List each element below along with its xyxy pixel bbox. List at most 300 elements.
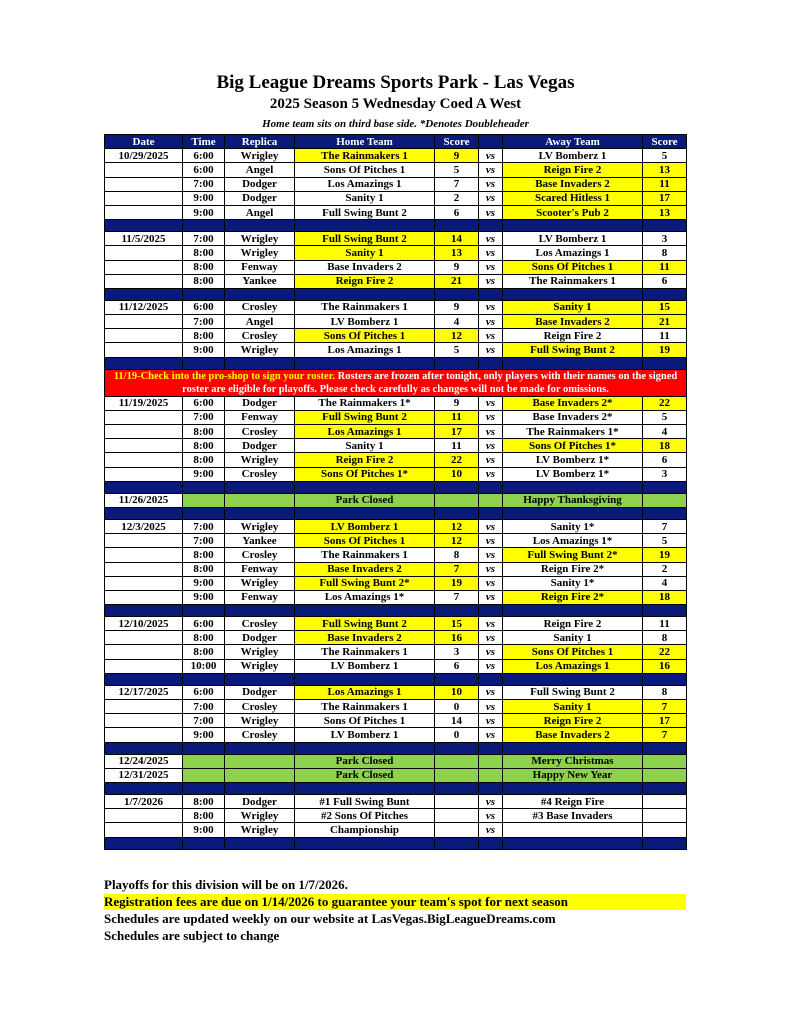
home-score-cell	[435, 754, 479, 768]
header-away-team: Away Team	[503, 135, 643, 149]
home-team-cell: Sons Of Pitches 1	[295, 714, 435, 728]
home-team-cell: #1 Full Swing Bunt	[295, 794, 435, 808]
vs-cell: vs	[479, 631, 503, 645]
replica-cell: Wrigley	[225, 659, 295, 673]
away-team-cell: #3 Base Invaders	[503, 809, 643, 823]
replica-cell: Crosley	[225, 700, 295, 714]
table-row	[105, 163, 687, 177]
date-cell	[105, 659, 183, 673]
date-cell	[105, 274, 183, 288]
separator-cell	[225, 507, 295, 519]
table-row	[105, 617, 687, 631]
away-score-cell: 22	[643, 396, 687, 410]
replica-cell: Crosley	[225, 728, 295, 742]
replica-cell: Wrigley	[225, 246, 295, 260]
home-score-cell	[435, 823, 479, 837]
table-row	[105, 685, 687, 699]
separator-cell	[105, 507, 183, 519]
separator-cell	[295, 481, 435, 493]
separator-cell	[225, 837, 295, 849]
away-team-cell: Reign Fire 2*	[503, 562, 643, 576]
separator-row	[105, 481, 687, 493]
separator-cell	[479, 507, 503, 519]
replica-cell: Wrigley	[225, 343, 295, 357]
separator-cell	[105, 357, 183, 369]
table-row	[105, 809, 687, 823]
separator-row	[105, 742, 687, 754]
home-team-cell: Sons Of Pitches 1	[295, 329, 435, 343]
vs-cell: vs	[479, 410, 503, 424]
away-team-cell: Sanity 1*	[503, 519, 643, 533]
date-cell: 1/7/2026	[105, 794, 183, 808]
separator-cell	[183, 357, 225, 369]
away-team-cell: #4 Reign Fire	[503, 794, 643, 808]
home-team-cell: Sons Of Pitches 1	[295, 163, 435, 177]
home-score-cell: 14	[435, 232, 479, 246]
home-score-cell: 7	[435, 177, 479, 191]
separator-cell	[225, 605, 295, 617]
replica-cell: Dodger	[225, 631, 295, 645]
separator-cell	[295, 837, 435, 849]
time-cell: 7:00	[183, 534, 225, 548]
away-score-cell: 3	[643, 232, 687, 246]
home-team-cell: Championship	[295, 823, 435, 837]
vs-cell: vs	[479, 685, 503, 699]
separator-cell	[479, 481, 503, 493]
time-cell: 8:00	[183, 260, 225, 274]
away-team-cell: Reign Fire 2	[503, 617, 643, 631]
home-score-cell: 12	[435, 329, 479, 343]
date-cell	[105, 439, 183, 453]
separator-cell	[503, 481, 643, 493]
time-cell	[183, 493, 225, 507]
separator-cell	[643, 220, 687, 232]
away-score-cell: 19	[643, 343, 687, 357]
separator-cell	[105, 837, 183, 849]
date-cell	[105, 260, 183, 274]
separator-cell	[643, 605, 687, 617]
separator-cell	[503, 782, 643, 794]
home-score-cell: 21	[435, 274, 479, 288]
replica-cell: Wrigley	[225, 149, 295, 163]
away-score-cell: 4	[643, 576, 687, 590]
away-score-cell: 5	[643, 149, 687, 163]
date-cell	[105, 714, 183, 728]
separator-cell	[295, 357, 435, 369]
separator-cell	[225, 782, 295, 794]
replica-cell: Dodger	[225, 439, 295, 453]
vs-cell: vs	[479, 246, 503, 260]
away-score-cell: 8	[643, 246, 687, 260]
time-cell: 8:00	[183, 439, 225, 453]
time-cell	[183, 768, 225, 782]
table-row	[105, 631, 687, 645]
away-team-cell: LV Bomberz 1*	[503, 453, 643, 467]
time-cell: 8:00	[183, 246, 225, 260]
home-score-cell: 14	[435, 714, 479, 728]
date-cell	[105, 823, 183, 837]
date-cell	[105, 410, 183, 424]
separator-cell	[643, 357, 687, 369]
table-row	[105, 714, 687, 728]
away-team-cell: Happy Thanksgiving	[503, 493, 643, 507]
home-score-cell	[435, 794, 479, 808]
away-score-cell: 7	[643, 519, 687, 533]
home-team-cell: Sons Of Pitches 1*	[295, 467, 435, 481]
vs-cell: vs	[479, 274, 503, 288]
table-row	[105, 300, 687, 314]
vs-cell: vs	[479, 659, 503, 673]
away-team-cell: Reign Fire 2*	[503, 590, 643, 604]
date-cell	[105, 534, 183, 548]
separator-cell	[435, 837, 479, 849]
time-cell: 8:00	[183, 548, 225, 562]
time-cell: 8:00	[183, 645, 225, 659]
home-team-cell: The Rainmakers 1	[295, 548, 435, 562]
time-cell: 9:00	[183, 576, 225, 590]
date-cell	[105, 343, 183, 357]
table-row	[105, 274, 687, 288]
roster-notice-highlight: 11/19-Check into the pro-shop to sign your roster.	[113, 370, 336, 382]
date-cell	[105, 191, 183, 205]
roster-notice	[105, 369, 687, 396]
vs-cell: vs	[479, 260, 503, 274]
home-score-cell	[435, 768, 479, 782]
home-score-cell	[435, 809, 479, 823]
header-vs	[479, 135, 503, 149]
separator-cell	[435, 481, 479, 493]
date-cell	[105, 329, 183, 343]
away-score-cell: 13	[643, 205, 687, 219]
home-team-cell: Reign Fire 2	[295, 453, 435, 467]
separator-cell	[295, 742, 435, 754]
replica-cell: Angel	[225, 163, 295, 177]
separator-cell	[105, 288, 183, 300]
schedule-body	[105, 149, 687, 849]
home-score-cell: 0	[435, 700, 479, 714]
time-cell: 6:00	[183, 617, 225, 631]
home-score-cell: 12	[435, 519, 479, 533]
away-team-cell: LV Bomberz 1*	[503, 467, 643, 481]
table-row	[105, 177, 687, 191]
time-cell: 6:00	[183, 163, 225, 177]
time-cell: 7:00	[183, 519, 225, 533]
away-team-cell: Happy New Year	[503, 768, 643, 782]
home-team-cell: Sanity 1	[295, 439, 435, 453]
date-cell: 12/31/2025	[105, 768, 183, 782]
away-score-cell: 22	[643, 645, 687, 659]
home-score-cell	[435, 493, 479, 507]
footer-website: Schedules are updated weekly on our website at LasVegas.BigLeagueDreams.com	[104, 911, 556, 926]
date-cell	[105, 453, 183, 467]
separator-row	[105, 673, 687, 685]
time-cell: 7:00	[183, 177, 225, 191]
separator-row	[105, 288, 687, 300]
separator-cell	[183, 782, 225, 794]
date-cell	[105, 315, 183, 329]
table-row	[105, 562, 687, 576]
separator-cell	[479, 220, 503, 232]
separator-cell	[479, 782, 503, 794]
away-score-cell: 7	[643, 728, 687, 742]
away-score-cell	[643, 493, 687, 507]
table-row	[105, 315, 687, 329]
away-team-cell: Merry Christmas	[503, 754, 643, 768]
vs-cell: vs	[479, 700, 503, 714]
table-row	[105, 645, 687, 659]
replica-cell: Angel	[225, 315, 295, 329]
time-cell: 9:00	[183, 205, 225, 219]
away-team-cell: Sanity 1	[503, 300, 643, 314]
home-score-cell: 0	[435, 728, 479, 742]
page-title: Big League Dreams Sports Park - Las Vegas	[216, 72, 575, 93]
away-score-cell: 17	[643, 714, 687, 728]
date-cell: 10/29/2025	[105, 149, 183, 163]
replica-cell	[225, 754, 295, 768]
time-cell: 8:00	[183, 329, 225, 343]
separator-cell	[105, 481, 183, 493]
time-cell: 8:00	[183, 562, 225, 576]
table-row	[105, 548, 687, 562]
home-team-cell: Full Swing Bunt 2	[295, 617, 435, 631]
separator-cell	[435, 605, 479, 617]
date-cell	[105, 562, 183, 576]
separator-cell	[503, 837, 643, 849]
separator-cell	[643, 481, 687, 493]
away-score-cell: 21	[643, 315, 687, 329]
date-cell: 12/3/2025	[105, 519, 183, 533]
table-row	[105, 467, 687, 481]
away-score-cell: 11	[643, 329, 687, 343]
date-cell	[105, 205, 183, 219]
replica-cell: Wrigley	[225, 809, 295, 823]
date-cell	[105, 163, 183, 177]
closed-row	[105, 493, 687, 507]
date-cell	[105, 576, 183, 590]
away-team-cell: Full Swing Bunt 2*	[503, 548, 643, 562]
away-score-cell	[643, 768, 687, 782]
away-score-cell: 6	[643, 453, 687, 467]
home-score-cell: 5	[435, 343, 479, 357]
separator-cell	[503, 605, 643, 617]
separator-cell	[225, 481, 295, 493]
away-score-cell: 7	[643, 700, 687, 714]
away-team-cell: Reign Fire 2	[503, 163, 643, 177]
time-cell: 8:00	[183, 631, 225, 645]
away-score-cell: 5	[643, 410, 687, 424]
home-team-cell: Full Swing Bunt 2	[295, 410, 435, 424]
separator-cell	[183, 507, 225, 519]
page-subtitle: 2025 Season 5 Wednesday Coed A West	[269, 96, 522, 112]
home-team-cell: Sons Of Pitches 1	[295, 534, 435, 548]
separator-cell	[435, 782, 479, 794]
table-header-row	[105, 135, 687, 149]
date-cell: 12/10/2025	[105, 617, 183, 631]
date-cell	[105, 590, 183, 604]
home-score-cell: 16	[435, 631, 479, 645]
home-score-cell: 3	[435, 645, 479, 659]
separator-cell	[479, 288, 503, 300]
home-score-cell: 10	[435, 685, 479, 699]
away-team-cell: LV Bomberz 1	[503, 149, 643, 163]
separator-cell	[225, 357, 295, 369]
away-score-cell: 3	[643, 467, 687, 481]
home-score-cell: 7	[435, 562, 479, 576]
vs-cell: vs	[479, 396, 503, 410]
replica-cell: Fenway	[225, 590, 295, 604]
table-row	[105, 439, 687, 453]
time-cell: 6:00	[183, 300, 225, 314]
table-row	[105, 232, 687, 246]
separator-cell	[479, 605, 503, 617]
home-team-cell: Park Closed	[295, 754, 435, 768]
away-team-cell: Sons Of Pitches 1*	[503, 439, 643, 453]
table-row	[105, 659, 687, 673]
vs-cell	[479, 754, 503, 768]
away-score-cell: 18	[643, 590, 687, 604]
away-team-cell: Full Swing Bunt 2	[503, 343, 643, 357]
replica-cell	[225, 493, 295, 507]
home-score-cell: 9	[435, 300, 479, 314]
separator-cell	[503, 220, 643, 232]
vs-cell: vs	[479, 205, 503, 219]
home-team-cell: The Rainmakers 1	[295, 700, 435, 714]
vs-cell: vs	[479, 534, 503, 548]
away-score-cell: 6	[643, 274, 687, 288]
time-cell: 7:00	[183, 232, 225, 246]
home-team-cell: Park Closed	[295, 493, 435, 507]
separator-cell	[479, 673, 503, 685]
table-row	[105, 576, 687, 590]
away-team-cell: Full Swing Bunt 2	[503, 685, 643, 699]
date-cell: 12/17/2025	[105, 685, 183, 699]
separator-cell	[435, 357, 479, 369]
away-score-cell: 18	[643, 439, 687, 453]
separator-cell	[479, 742, 503, 754]
separator-cell	[479, 357, 503, 369]
home-team-cell: The Rainmakers 1	[295, 645, 435, 659]
home-score-cell: 17	[435, 425, 479, 439]
separator-row	[105, 357, 687, 369]
separator-cell	[183, 673, 225, 685]
away-team-cell: Scared Hitless 1	[503, 191, 643, 205]
replica-cell: Crosley	[225, 548, 295, 562]
roster-notice-text: Rosters are frozen after tonight, only players with their names on the signed roster are eligible for playoffs. Please check carefully as changes will not be made for omissions.	[182, 370, 678, 395]
replica-cell: Fenway	[225, 562, 295, 576]
separator-row	[105, 837, 687, 849]
time-cell: 9:00	[183, 590, 225, 604]
replica-cell: Yankee	[225, 534, 295, 548]
header-home-team: Home Team	[295, 135, 435, 149]
time-cell: 9:00	[183, 823, 225, 837]
vs-cell: vs	[479, 714, 503, 728]
home-team-cell: LV Bomberz 1	[295, 659, 435, 673]
away-score-cell: 16	[643, 659, 687, 673]
away-team-cell: Reign Fire 2	[503, 714, 643, 728]
vs-cell: vs	[479, 562, 503, 576]
table-row	[105, 149, 687, 163]
separator-cell	[295, 220, 435, 232]
away-score-cell: 2	[643, 562, 687, 576]
date-cell	[105, 809, 183, 823]
separator-cell	[503, 288, 643, 300]
away-team-cell: Los Amazings 1	[503, 246, 643, 260]
footer-registration: Registration fees are due on 1/14/2026 to guarantee your team's spot for next season	[104, 894, 686, 910]
home-score-cell: 9	[435, 149, 479, 163]
table-row	[105, 534, 687, 548]
date-cell	[105, 467, 183, 481]
table-row	[105, 205, 687, 219]
separator-cell	[643, 673, 687, 685]
time-cell: 6:00	[183, 149, 225, 163]
time-cell: 9:00	[183, 191, 225, 205]
home-team-cell: Los Amazings 1*	[295, 590, 435, 604]
home-team-cell: LV Bomberz 1	[295, 519, 435, 533]
table-row	[105, 260, 687, 274]
replica-cell: Wrigley	[225, 453, 295, 467]
home-team-cell: Full Swing Bunt 2	[295, 205, 435, 219]
time-cell: 9:00	[183, 343, 225, 357]
separator-cell	[643, 288, 687, 300]
home-score-cell: 13	[435, 246, 479, 260]
date-cell: 11/12/2025	[105, 300, 183, 314]
separator-row	[105, 605, 687, 617]
table-row	[105, 343, 687, 357]
replica-cell: Wrigley	[225, 645, 295, 659]
separator-cell	[295, 507, 435, 519]
home-team-cell: The Rainmakers 1	[295, 300, 435, 314]
home-team-cell: Sanity 1	[295, 191, 435, 205]
replica-cell: Wrigley	[225, 714, 295, 728]
header-home-score: Score	[435, 135, 479, 149]
replica-cell: Fenway	[225, 260, 295, 274]
separator-cell	[503, 357, 643, 369]
notice-row	[105, 369, 687, 396]
separator-cell	[435, 288, 479, 300]
time-cell: 8:00	[183, 274, 225, 288]
separator-cell	[183, 605, 225, 617]
home-score-cell: 15	[435, 617, 479, 631]
footer-playoffs: Playoffs for this division will be on 1/7/2026.	[104, 877, 348, 892]
away-score-cell: 8	[643, 631, 687, 645]
home-team-cell: Los Amazings 1	[295, 343, 435, 357]
vs-cell: vs	[479, 163, 503, 177]
replica-cell	[225, 768, 295, 782]
away-team-cell: Base Invaders 2*	[503, 410, 643, 424]
table-row	[105, 410, 687, 424]
away-team-cell: Sanity 1*	[503, 576, 643, 590]
away-team-cell	[503, 823, 643, 837]
replica-cell: Wrigley	[225, 232, 295, 246]
replica-cell: Wrigley	[225, 823, 295, 837]
home-score-cell: 11	[435, 410, 479, 424]
home-team-cell: Base Invaders 2	[295, 562, 435, 576]
date-cell: 11/26/2025	[105, 493, 183, 507]
away-team-cell: Base Invaders 2	[503, 315, 643, 329]
away-team-cell: Los Amazings 1*	[503, 534, 643, 548]
away-score-cell: 17	[643, 191, 687, 205]
date-cell	[105, 728, 183, 742]
vs-cell: vs	[479, 467, 503, 481]
home-score-cell: 19	[435, 576, 479, 590]
away-score-cell	[643, 754, 687, 768]
separator-cell	[225, 220, 295, 232]
separator-cell	[225, 673, 295, 685]
date-cell: 11/19/2025	[105, 396, 183, 410]
home-team-cell: The Rainmakers 1*	[295, 396, 435, 410]
away-team-cell: Sanity 1	[503, 700, 643, 714]
vs-cell: vs	[479, 191, 503, 205]
